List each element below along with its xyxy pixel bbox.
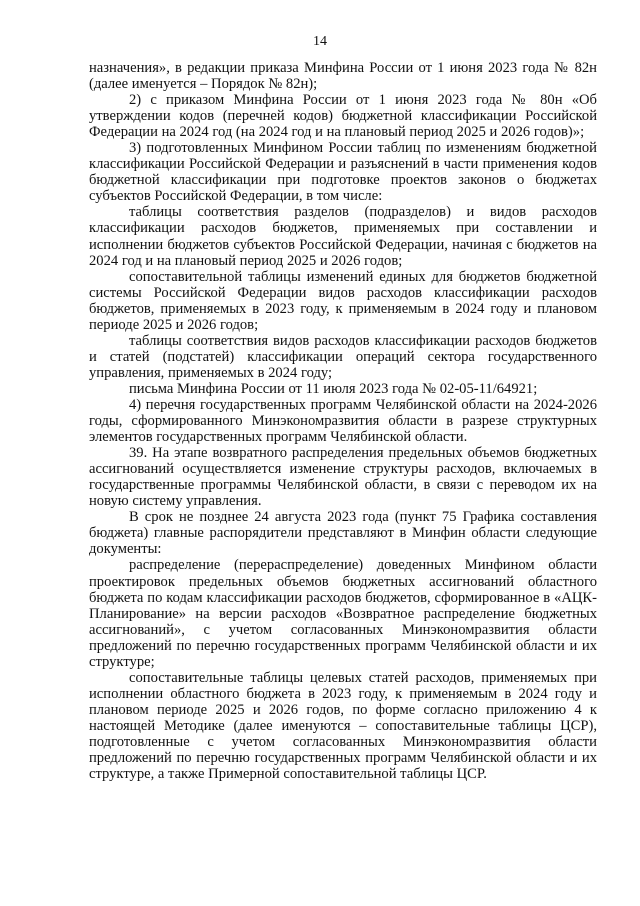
document-body [89, 60, 597, 782]
paragraph-subitem-tables-sections: таблицы соответствия разделов (подразделов) и видов расходов классификации расходов бюджетов, применяемых при составлении и исполнении бюджетов субъектов Российской Федерации, начиная с бюджетов на 2024 год и на плановый период 2025 и 2026 годов; [89, 204, 597, 269]
paragraph-subitem-letters: письма Минфина России от 11 июля 2023 года № 02-05-11/64921; [129, 380, 538, 397]
paragraph-subitem-comparative-table: сопоставительной таблицы изменений единых для бюджетов бюджетной системы Российской Федерации видов расходов классификации расходов бюджетов, применяемых в 2023 году, к применяемым в 2024 году и плановом периоде 2025 и 2026 годов; [89, 268, 597, 333]
paragraph-subitem-tables-types: таблицы соответствия видов расходов классификации расходов бюджетов и статей (подстатей) классификации операций сектора государственного управления, применяемых в 2024 году; [89, 332, 597, 381]
paragraph-item-4: 4) перечня государственных программ Челябинской области на 2024-2026 годы, сформированного Минэкономразвития области в разрезе структурных элементов государственных программ Челябинской области. [89, 396, 597, 446]
paragraph-document-comparative-tables: сопоставительные таблицы целевых статей расходов, применяемых при исполнении областного бюджета в 2023 году, к применяемым в 2024 году и плановом периоде 2025 и 2026 годов, по форме согласно приложению 4 к настоящей Методике (далее именуются – сопоставительные таблицы ЦСР), подготовленные с учетом согласованных Минэкономразвития области предложений по перечню государственных программ Челябинской области и их структуре, а также Примерной сопоставительной таблицы ЦСР. [89, 669, 597, 783]
paragraph-clause-39: 39. На этапе возвратного распределения предельных объемов бюджетных ассигнований осуществляется изменение структуры расходов, включаемых в государственные программы Челябинской области, в связи с переводом их на новую систему управления. [89, 445, 597, 510]
paragraph-item-3: 3) подготовленных Минфином России таблиц по изменениям бюджетной классификации Российской Федерации и разъяснений в части применения кодов бюджетной классификации при подготовке проектов законов о бюджетах субъектов Российской Федерации, в том числе: [89, 140, 597, 205]
paragraph-item-2: 2) с приказом Минфина России от 1 июня 2023 года № 80н «Об утверждении кодов (перечней кодов) бюджетной классификации Российской Федерации на 2024 год (на 2024 год и на плановый период 2025 и 2026 годов)»; [89, 92, 597, 141]
paragraph-document-distribution: распределение (перераспределение) доведенных Минфином области проектировок предельных объемов бюджетных ассигнований областного бюджета по кодам классификации расходов бюджетов, сформированное в «АЦК-Планирование» на версии расходов «Возвратное распределение бюджетных ассигнований», с учетом согласованных Минэкономразвития области предложений по перечню государственных программ Челябинской области и их структуре; [89, 557, 597, 670]
paragraph-deadline: В срок не позднее 24 августа 2023 года (пункт 75 Графика составления бюджета) главные распорядители представляют в Минфин области следующие документы: [89, 509, 597, 558]
page-number: 14 [313, 34, 327, 49]
paragraph-continuation: назначения», в редакции приказа Минфина России от 1 июня 2023 года № 82н (далее именуется – Порядок № 82н); [89, 60, 597, 93]
